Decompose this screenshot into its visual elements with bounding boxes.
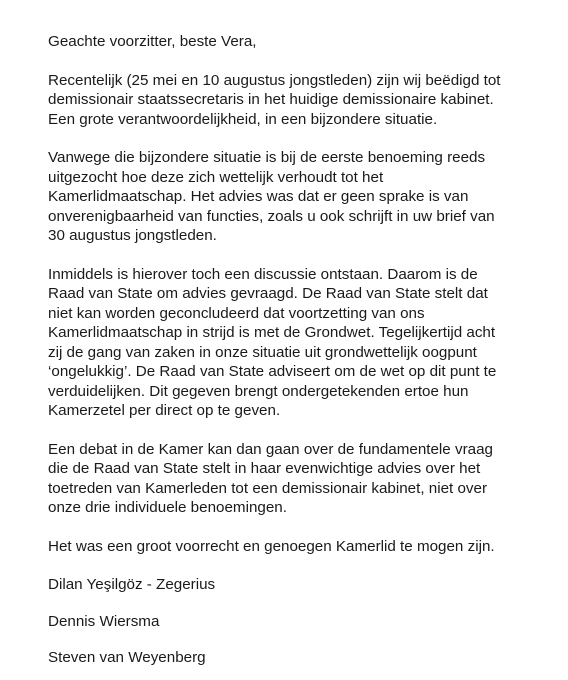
signatory-2: Dennis Wiersma <box>48 612 160 630</box>
paragraph-4: Een debat in de Kamer kan dan gaan over de fundamentele vraag die de Raad van State stelt in haar evenwichtige advies over het toetreden van Kamerleden tot een demissionair kabinet, niet over onze drie individuele benoemingen. <box>48 440 493 516</box>
signatures <box>48 575 548 668</box>
paragraph-5: Het was een groot voorrecht en genoegen Kamerlid te mogen zijn. <box>48 537 495 555</box>
salutation: Geachte voorzitter, beste Vera, <box>48 33 257 50</box>
paragraph-1: Recentelijk (25 mei en 10 augustus jongstleden) zijn wij beëdigd tot demissionair staatssecretaris in het huidige demissionaire kabinet. Een grote verantwoordelijkheid, in een bijzondere situatie. <box>48 71 501 128</box>
paragraph-3: Inmiddels is hierover toch een discussie ontstaan. Daarom is de Raad van State om advies gevraagd. De Raad van State stelt dat niet kan worden geconcludeerd dat voortzetting van ons Kamerlidmaatschap in strijd is met de Grondwet. Tegelijkertijd acht zij de gang van zaken in onze situatie uit grondwettelijk oogpunt ‘ongelukkig’. De Raad van State adviseert om de wet op dit punt te verduidelijken. Dit gegeven brengt ondergetekenden ertoe hun Kamerzetel per direct op te geven. <box>48 265 497 419</box>
letter <box>48 32 548 668</box>
signatory-1: Dilan Yeşilgöz - Zegerius <box>48 576 216 593</box>
signatory-3: Steven van Weyenberg <box>48 649 206 666</box>
paragraph-2: Vanwege die bijzondere situatie is bij de eerste benoeming reeds uitgezocht hoe deze zich wettelijk verhoudt tot het Kamerlidmaatschap. Het advies was dat er geen sprake is van onverenigbaarheid van functies, zoals u ook schrijft in uw brief van 30 augustus jongstleden. <box>48 149 495 244</box>
